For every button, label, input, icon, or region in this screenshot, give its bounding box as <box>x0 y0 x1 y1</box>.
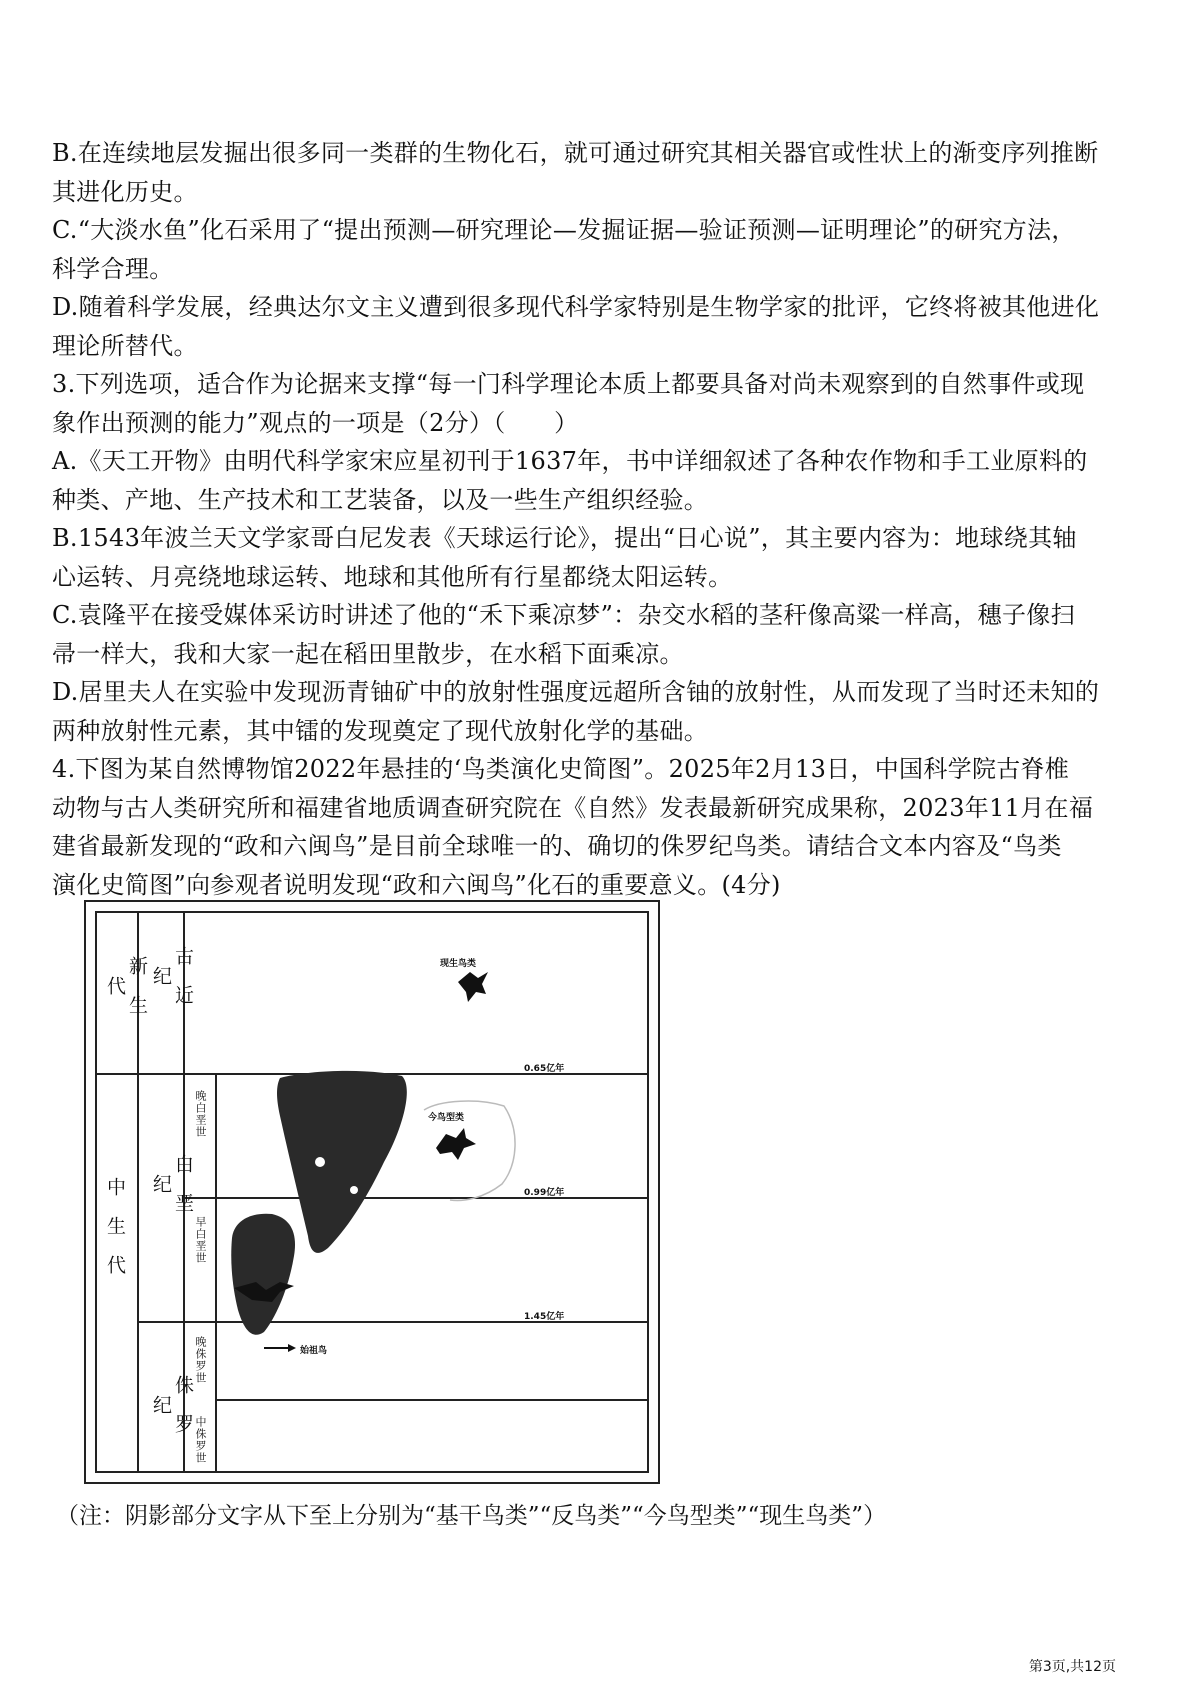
text-line: 动物与古人类研究所和福建省地质调查研究院在《自然》发表最新研究成果称，2023年11月在福 <box>52 793 1094 822</box>
text-line: D.随着科学发展，经典达尔文主义遭到很多现代科学家特别是生物学家的批评，它终将被其他进化 <box>52 293 1100 321</box>
epoch-label: 晚侏罗世 <box>194 1336 207 1384</box>
text-line: C.袁隆平在接受媒体采访时讲述了他的“禾下乘凉梦”：杂交水稻的茎秆像高粱一样高，穗子像扫 <box>52 601 1075 629</box>
boundary-label: 0.99亿年 <box>524 1188 565 1198</box>
epoch-label: 早白垩世 <box>194 1216 207 1264</box>
modern-birds-label: 现生鸟类 <box>440 959 477 969</box>
boundary-label: 1.45亿年 <box>524 1312 565 1322</box>
text-line: 其进化历史。 <box>52 177 198 206</box>
ornithuromorph-label: 今鸟型类 <box>428 1113 465 1123</box>
text-line: 帚一样大，我和大家一起在稻田里散步，在水稻下面乘凉。 <box>52 639 684 668</box>
text-line: B.1543年波兰天文学家哥白尼发表《天球运行论》，提出“日心说”，其主要内容为：地球绕其轴 <box>52 524 1077 552</box>
text-line: 3.下列选项，适合作为论据来支撑“每一门科学理论本质上都要具备对尚未观察到的自然事件或现 <box>52 370 1085 398</box>
period-label: 白垩纪 <box>150 1154 194 1232</box>
boundary-label: 0.65亿年 <box>524 1064 565 1074</box>
text-line: 4.下图为某自然博物馆2022年悬挂的‘鸟类演化史简图”。2025年2月13日，中国科学院古脊椎 <box>52 755 1070 783</box>
figure-note: （注：阴影部分文字从下至上分别为“基干鸟类”“反鸟类”“今鸟型类”“现生鸟类”） <box>56 1503 887 1529</box>
text-line: A.《天工开物》由明代科学家宋应星初刊于1637年，书中详细叙述了各种农作物和手工业原料的 <box>52 447 1088 475</box>
page-number: 第3页,共12页 <box>1028 1659 1116 1675</box>
period-label: 古近纪 <box>150 946 194 1024</box>
text-line: 种类、产地、生产技术和工艺装备，以及一些生产组织经验。 <box>52 485 709 514</box>
arrow-head <box>288 1344 296 1352</box>
basal-birds-shape <box>231 1214 295 1335</box>
shape-highlight <box>350 1186 358 1194</box>
epoch-label: 晚白垩世 <box>194 1090 207 1138</box>
text-line: 心运转、月亮绕地球运转、地球和其他所有行星都绕太阳运转。 <box>52 562 733 591</box>
enantiornithes-shape <box>277 1071 407 1253</box>
text-line: 两种放射性元素，其中镭的发现奠定了现代放射化学的基础。 <box>52 716 709 745</box>
text-line: D.居里夫人在实验中发现沥青铀矿中的放射性强度远超所含铀的放射性，从而发现了当时还未知的 <box>52 678 1100 706</box>
shape-highlight <box>315 1157 325 1167</box>
text-line: 演化史简图”向参观者说明发现“政和六闽鸟”化石的重要意义。(4分) <box>52 870 781 899</box>
ornithuromorph-bird-silhouette <box>436 1128 476 1160</box>
epoch-label: 中侏罗世 <box>194 1416 207 1464</box>
modern-bird-silhouette <box>458 972 488 1002</box>
text-line: 理论所替代。 <box>52 331 198 360</box>
era-label: 新生代 <box>104 956 148 1034</box>
text-line: 象作出预测的能力”观点的一项是（2分）（ ） <box>52 408 579 437</box>
question-text <box>52 134 1148 904</box>
text-line: B.在连续地层发掘出很多同一类群的生物化石，就可通过研究其相关器官或性状上的渐变序列推断 <box>52 139 1099 167</box>
period-label: 侏罗纪 <box>150 1375 194 1453</box>
text-line: C.“大淡水鱼”化石采用了“提出预测—研究理论—发掘证据—验证预测—证明理论”的研究方法， <box>52 216 1076 244</box>
bird-evolution-diagram <box>84 900 660 1484</box>
era-label: 中生代 <box>104 1176 126 1294</box>
text-line: 科学合理。 <box>52 254 174 283</box>
archaeopteryx-label: 始祖鸟 <box>300 1346 328 1356</box>
text-line: 建省最新发现的“政和六闽鸟”是目前全球唯一的、确切的侏罗纪鸟类。请结合文本内容及“鸟类 <box>52 832 1062 860</box>
